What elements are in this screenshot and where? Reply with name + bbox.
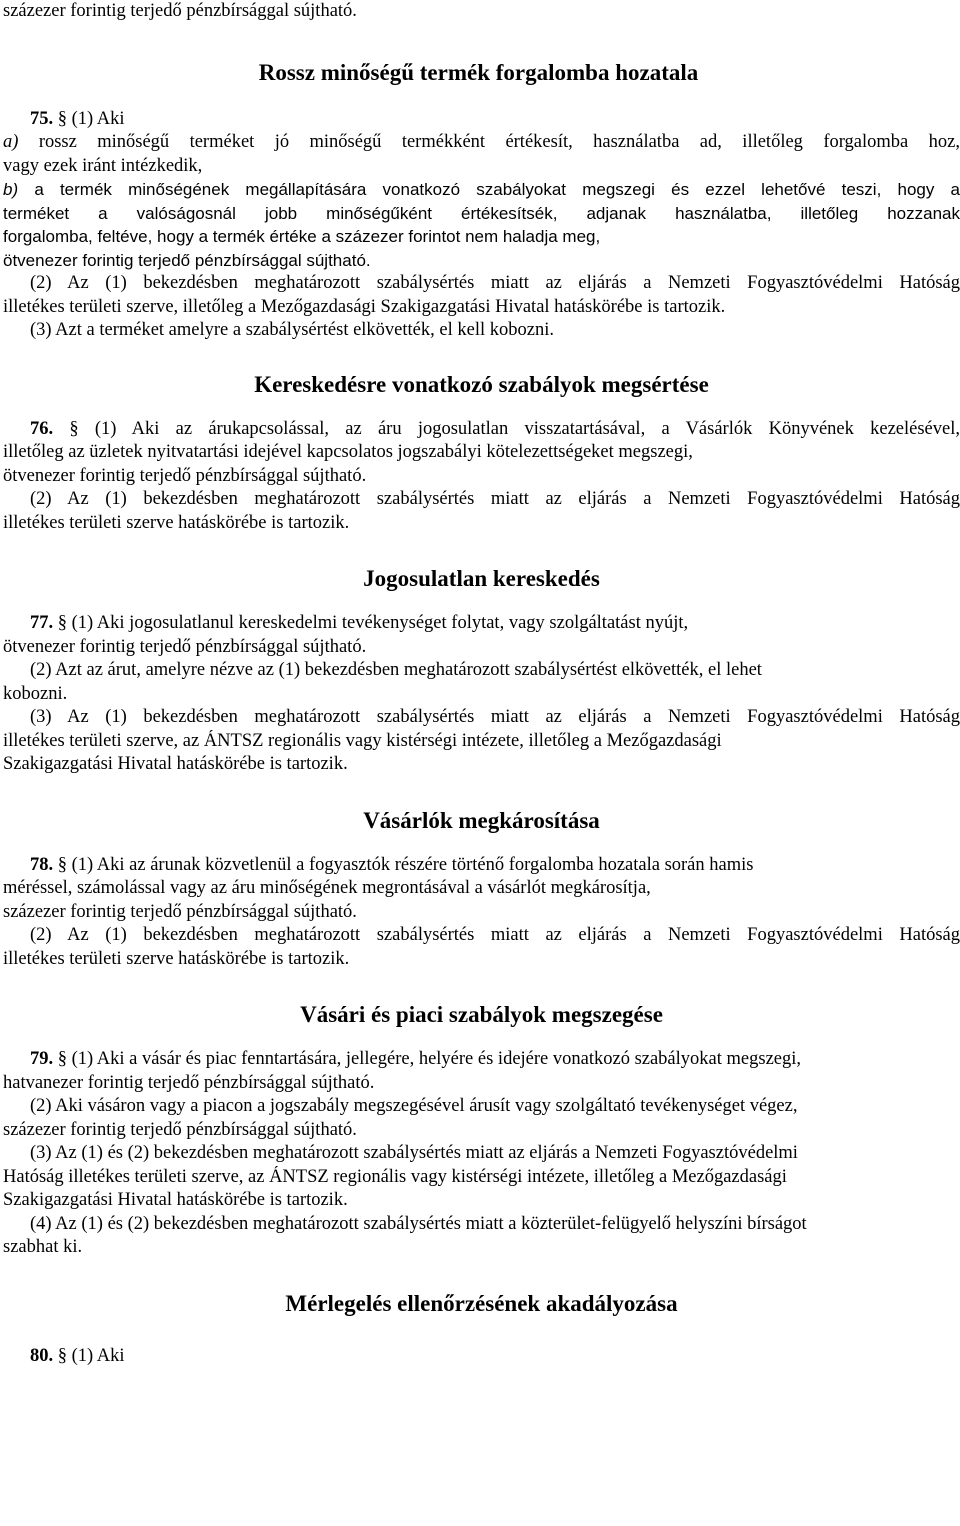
text-line: kobozni. <box>3 683 68 704</box>
text-line: illetékes területi szerve, illetőleg a Mezőgazdasági Szakigazgatási Hivatal hatáskörébe is tartozik. <box>3 296 726 317</box>
point-text: rossz minőségű terméket jó minőségű termékként értékesít, használatba ad, illetőleg forgalomba hoz, <box>18 132 960 152</box>
text-line: ötvenezer forintig terjedő pénzbírsággal sújtható. <box>3 465 367 486</box>
section-lead: § (1) Aki <box>53 1345 125 1366</box>
section-heading: Kereskedésre vonatkozó szabályok megsértése <box>254 371 709 397</box>
text-line: ötvenezer forintig terjedő pénzbírsággal sújtható. <box>3 636 367 657</box>
section-heading: Vásárlók megkárosítása <box>363 807 600 833</box>
section-heading: Vásári és piaci szabályok megszegése <box>300 1002 663 1027</box>
paragraph-75-a <box>3 131 960 155</box>
text-line: (3) Azt a terméket amelyre a szabálysértést elkövették, el kell kobozni. <box>30 320 554 340</box>
text-line: illetékes területi szerve hatáskörébe is tartozik. <box>3 512 350 533</box>
point-label: b) <box>3 180 19 199</box>
section-number: 79. <box>30 1049 54 1069</box>
point-label: a) <box>3 132 19 152</box>
section-lead: § (1) Aki a vásár és piac fenntartására, jellegére, helyére és idejére vonatkozó szabályokat megszegi, <box>53 1049 802 1069</box>
text-line: százezer forintig terjedő pénzbírsággal sújtható. <box>3 1119 357 1140</box>
text-line: forgalomba, feltéve, hogy a termék értéke a százezer forintot nem haladja meg, <box>3 227 601 246</box>
section-heading: Jogosulatlan kereskedés <box>363 566 600 591</box>
section-number: 80. <box>30 1345 54 1366</box>
text-line: (3) Az (1) és (2) bekezdésben meghatározott szabálysértés miatt az eljárás a Nemzeti Fogyasztóvédelmi <box>30 1143 798 1163</box>
text-line: (4) Az (1) és (2) bekezdésben meghatározott szabálysértés miatt a közterület-felügyelő helyszíni bírságot <box>30 1213 807 1234</box>
paragraph-79-lead <box>3 1048 960 1072</box>
section-number: 78. <box>30 854 54 875</box>
section-number: 77. <box>30 613 54 633</box>
text-line: (2) Aki vásáron vagy a piacon a jogszabály megszegésével árusít vagy szolgáltató tevékenységet végez, <box>30 1096 798 1116</box>
text-line: vagy ezek iránt intézkedik, <box>3 155 203 176</box>
paragraph-78-lead <box>3 854 960 878</box>
text-line: szabhat ki. <box>3 1237 83 1257</box>
section-lead: § (1) Aki az árunak közvetlenül a fogyasztók részére történő forgalomba hozatala során hamis <box>53 854 754 875</box>
text-line: méréssel, számolással vagy az áru minőségének megrontásával a vásárlót megkárosítja, <box>3 878 651 898</box>
paragraph-75-lead <box>3 108 960 132</box>
text-line: (2) Az (1) bekezdésben meghatározott szabálysértés miatt az eljárás a Nemzeti Fogyasztóvédelmi Hatóság <box>30 925 960 945</box>
text-line: (2) Az (1) bekezdésben meghatározott szabálysértés miatt az eljárás a Nemzeti Fogyasztóvédelmi Hatóság <box>30 273 960 293</box>
text-line: Szakigazgatási Hivatal hatáskörébe is tartozik. <box>3 1190 348 1210</box>
section-lead: § (1) Aki <box>53 108 125 129</box>
paragraph-76-lead <box>3 418 960 442</box>
paragraph-80-lead <box>3 1345 960 1369</box>
text-line: százezer forintig terjedő pénzbírsággal sújtható. <box>3 1 357 21</box>
section-number: 76. <box>30 418 54 439</box>
text-line: terméket a valóságosnál jobb minőségűként értékesítsék, adjanak használatba, illetőleg hozzanak <box>3 203 960 223</box>
text-line: illetékes területi szerve hatáskörébe is tartozik. <box>3 948 350 969</box>
text-line: hatvanezer forintig terjedő pénzbírsággal sújtható. <box>3 1072 375 1093</box>
paragraph-77-lead <box>3 612 960 636</box>
text-line: (2) Azt az árut, amelyre nézve az (1) bekezdésben meghatározott szabálysértést elkövették, el lehet <box>30 660 762 680</box>
text-line: Hatóság illetékes területi szerve, az ÁNTSZ regionális vagy kistérségi intézete, illetőleg a Mezőgazdasági <box>3 1166 787 1187</box>
paragraph-75-b <box>3 178 960 202</box>
section-heading: Rossz minőségű termék forgalomba hozatala <box>258 59 699 85</box>
section-number: 75. <box>30 108 54 129</box>
text-line: százezer forintig terjedő pénzbírsággal sújtható. <box>3 901 357 922</box>
text-line: (3) Az (1) bekezdésben meghatározott szabálysértés miatt az eljárás a Nemzeti Fogyasztóvédelmi Hatóság <box>30 707 960 727</box>
text-line: illetőleg az üzletek nyitvatartási idejével kapcsolatos jogszabályi kötelezettségeket megszegi, <box>3 442 693 462</box>
section-heading: Mérlegelés ellenőrzésének akadályozása <box>285 1290 678 1316</box>
text-line: illetékes területi szerve, az ÁNTSZ regionális vagy kistérségi intézete, illetőleg a Mezőgazdasági <box>3 730 722 751</box>
text-line: ötvenezer forintig terjedő pénzbírsággal sújtható. <box>3 250 371 270</box>
section-lead: § (1) Aki jogosulatlanul kereskedelmi tevékenységet folytat, vagy szolgáltatást nyújt, <box>53 613 689 633</box>
section-lead: § (1) Aki az árukapcsolással, az áru jogosulatlan visszatartásával, a Vásárlók Könyvének kezelésével, <box>53 418 960 439</box>
point-text: a termék minőségének megállapítására vonatkozó szabályokat megszegi és ezzel lehetővé teszi, hogy a <box>18 180 960 199</box>
text-line: (2) Az (1) bekezdésben meghatározott szabálysértés miatt az eljárás a Nemzeti Fogyasztóvédelmi Hatóság <box>30 489 960 509</box>
text-line: Szakigazgatási Hivatal hatáskörébe is tartozik. <box>3 754 348 774</box>
